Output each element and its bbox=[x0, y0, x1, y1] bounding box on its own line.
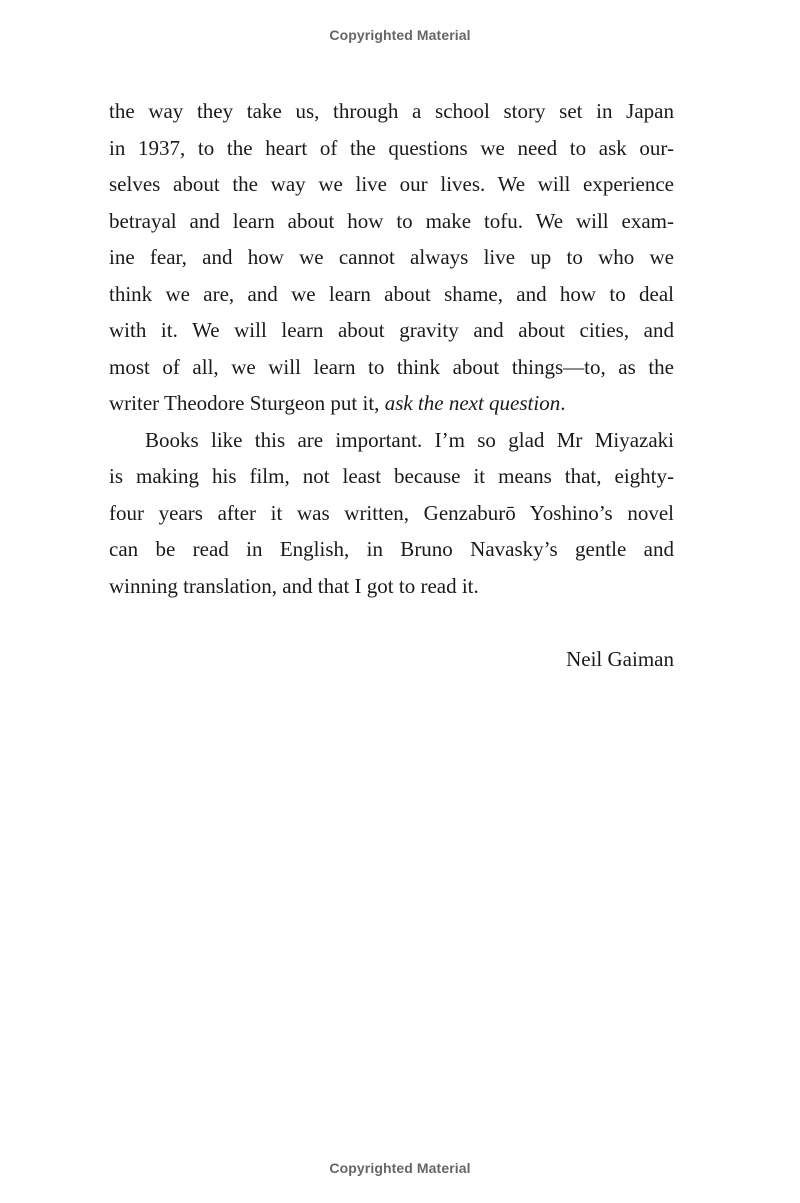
page-body-text bbox=[109, 93, 674, 604]
text-line: selves about the way we live our lives. We will experience bbox=[109, 172, 674, 196]
text-line: ine fear, and how we cannot always live up to who we bbox=[109, 245, 674, 269]
italic-phrase: ask the next question bbox=[384, 391, 561, 415]
text-line: is making his film, not least because it means that, eighty- bbox=[109, 464, 674, 488]
text-line: can be read in English, in Bruno Navasky’s gentle and bbox=[109, 537, 674, 561]
text-line: think we are, and we learn about shame, and how to deal bbox=[109, 281, 674, 306]
text-line: with it. We will learn about gravity and about cities, and bbox=[109, 318, 674, 342]
text-line: winning translation, and that I got to read it. bbox=[109, 573, 479, 598]
paragraph-2 bbox=[109, 422, 674, 605]
text-segment: writer Theodore Sturgeon put it, bbox=[109, 391, 385, 415]
text-line: most of all, we will learn to think about things—to, as the bbox=[109, 354, 674, 379]
text-line: Books like this are important. I’m so glad Mr Miyazaki bbox=[145, 427, 674, 452]
copyright-watermark-top: Copyrighted Material bbox=[329, 27, 471, 43]
text-line: the way they take us, through a school story set in Japan bbox=[109, 99, 674, 123]
paragraph-1 bbox=[109, 93, 674, 422]
author-signature: Neil Gaiman bbox=[566, 647, 674, 671]
copyright-watermark-bottom: Copyrighted Material bbox=[329, 1160, 471, 1176]
text-line: four years after it was written, Genzaburō Yoshino’s novel bbox=[109, 500, 674, 525]
text-line: in 1937, to the heart of the questions we need to ask our- bbox=[109, 135, 674, 160]
text-line: betrayal and learn about how to make tofu. We will exam- bbox=[109, 208, 674, 233]
text-segment: . bbox=[560, 391, 566, 415]
text-line bbox=[109, 385, 674, 422]
